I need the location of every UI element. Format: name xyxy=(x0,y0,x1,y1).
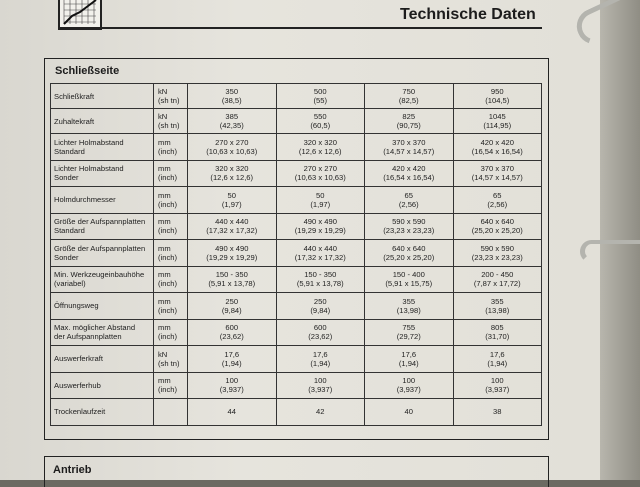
row-unit-line: (sh tn) xyxy=(158,121,180,130)
value-cell-line: 420 x 420 xyxy=(392,164,426,174)
value-cell-line: (10,63 x 10,63) xyxy=(206,146,258,156)
value-cell xyxy=(453,372,542,399)
value-cell-line: (19,29 x 19,29) xyxy=(294,226,346,236)
value-cell xyxy=(188,187,277,214)
value-cell-line: (13,98) xyxy=(485,305,510,315)
value-cell xyxy=(188,160,277,187)
spec-section-frame xyxy=(44,58,549,440)
value-cell-line: 17,6 xyxy=(401,349,417,359)
value-cell xyxy=(365,109,454,134)
value-cell-line: 200 - 450 xyxy=(481,270,514,280)
value-cell-line: 250 xyxy=(225,296,239,306)
value-cell xyxy=(188,346,277,373)
value-cell-line: 370 x 370 xyxy=(392,137,426,147)
value-cell-line: 150 - 350 xyxy=(215,270,248,280)
value-cell-line: (3,937) xyxy=(308,385,333,395)
row-label-line: Sonder xyxy=(54,173,79,183)
value-cell-line: 100 xyxy=(402,376,416,386)
binder-ring xyxy=(580,240,640,263)
value-cell-line: (3,937) xyxy=(219,385,244,395)
value-cell xyxy=(188,240,277,267)
value-cell xyxy=(365,84,454,109)
value-cell-line: 65 xyxy=(404,190,413,200)
value-cell-line: 150 - 350 xyxy=(304,270,337,280)
value-cell-line: (1,97) xyxy=(221,199,242,209)
value-cell xyxy=(188,266,277,293)
value-cell-line: (1,94) xyxy=(487,358,508,368)
row-unit xyxy=(154,187,188,214)
page-header-title: Technische Daten xyxy=(400,6,536,23)
value-cell-line: (82,5) xyxy=(398,96,419,105)
value-cell xyxy=(276,187,365,214)
value-cell-line: 385 xyxy=(225,112,239,121)
value-cell-line: (114,95) xyxy=(483,121,512,130)
value-cell-line: (12,6 x 12,6) xyxy=(298,146,342,156)
value-cell xyxy=(453,84,542,109)
value-cell-line: 250 xyxy=(313,296,327,306)
value-cell xyxy=(453,240,542,267)
value-cell-line: 490 x 490 xyxy=(303,217,337,227)
table-row xyxy=(51,266,542,293)
value-cell xyxy=(453,293,542,320)
value-cell-line: 805 xyxy=(490,323,504,333)
value-cell xyxy=(188,399,277,426)
value-cell xyxy=(276,372,365,399)
table-row xyxy=(51,213,542,240)
value-cell xyxy=(276,109,365,134)
value-cell-line: 825 xyxy=(402,112,416,121)
row-label-line: Holmdurchmesser xyxy=(54,195,116,205)
value-cell xyxy=(188,84,277,109)
row-unit xyxy=(154,346,188,373)
value-cell-line: 500 xyxy=(313,87,327,96)
value-cell xyxy=(276,160,365,187)
row-label-line: Lichter Holmabstand xyxy=(54,137,124,147)
value-cell-line: (25,20 x 25,20) xyxy=(471,226,523,236)
value-cell xyxy=(188,109,277,134)
value-cell xyxy=(365,372,454,399)
table-row xyxy=(51,319,542,346)
value-cell-line: 65 xyxy=(493,190,502,200)
value-cell-line: (38,5) xyxy=(221,96,242,105)
value-cell-line: (14,57 x 14,57) xyxy=(383,146,435,156)
value-cell-line: (17,32 x 17,32) xyxy=(206,226,258,236)
value-cell-line: 17,6 xyxy=(312,349,328,359)
value-cell-line: 550 xyxy=(313,112,327,121)
value-cell-line: 590 x 590 xyxy=(392,217,426,227)
table-row xyxy=(51,293,542,320)
value-cell-line: (1,94) xyxy=(398,358,419,368)
row-label-line: Auswerferkraft xyxy=(54,354,103,364)
row-label-line: (variabel) xyxy=(54,279,86,289)
spec-table xyxy=(50,83,542,426)
value-cell-line: (3,937) xyxy=(485,385,510,395)
value-cell-line: 440 x 440 xyxy=(215,217,249,227)
value-cell-line: (29,72) xyxy=(396,332,421,342)
value-cell xyxy=(188,293,277,320)
value-cell-line: (1,94) xyxy=(221,358,242,368)
value-cell xyxy=(453,134,542,161)
value-cell xyxy=(276,84,365,109)
value-cell-line: (5,91 x 13,78) xyxy=(296,279,344,289)
row-unit-line: (inch) xyxy=(158,199,177,209)
value-cell-line: 50 xyxy=(227,190,236,200)
value-cell-line: 100 xyxy=(313,376,327,386)
value-cell xyxy=(365,187,454,214)
value-cell-line: (19,29 x 19,29) xyxy=(206,252,258,262)
value-cell-line: 50 xyxy=(316,190,325,200)
next-section-frame xyxy=(44,456,549,487)
table-row xyxy=(51,160,542,187)
row-label xyxy=(51,372,154,399)
value-cell-line: 590 x 590 xyxy=(480,243,514,253)
value-cell-line: (23,62) xyxy=(308,332,333,342)
next-section-title: Antrieb xyxy=(53,464,92,476)
row-label-line: Lichter Holmabstand xyxy=(54,164,124,174)
row-unit-line: (inch) xyxy=(158,385,177,395)
value-cell-line: 40 xyxy=(404,407,413,417)
row-unit-line: (inch) xyxy=(158,173,177,183)
value-cell xyxy=(188,213,277,240)
row-unit-line: mm xyxy=(158,164,171,174)
table-row xyxy=(51,346,542,373)
value-cell xyxy=(365,319,454,346)
value-cell-line: 100 xyxy=(225,376,239,386)
value-cell-line: (1,97) xyxy=(310,199,331,209)
row-label xyxy=(51,160,154,187)
value-cell xyxy=(453,399,542,426)
value-cell-line: (12,6 x 12,6) xyxy=(210,173,254,183)
chart-logo-icon xyxy=(58,0,102,30)
value-cell xyxy=(365,134,454,161)
row-unit xyxy=(154,134,188,161)
row-unit-line: kN xyxy=(158,112,168,121)
value-cell-line: 370 x 370 xyxy=(480,164,514,174)
row-label-line: Max. möglicher Abstand xyxy=(54,323,136,333)
value-cell-line: (60,5) xyxy=(310,121,331,130)
row-label xyxy=(51,84,154,109)
value-cell-line: 600 xyxy=(225,323,239,333)
row-label-line: Größe der Aufspannplatten xyxy=(54,217,146,227)
value-cell xyxy=(365,346,454,373)
value-cell-line: (104,5) xyxy=(485,96,510,105)
value-cell xyxy=(453,160,542,187)
row-unit xyxy=(154,213,188,240)
value-cell xyxy=(276,240,365,267)
value-cell-line: (23,23 x 23,23) xyxy=(383,226,435,236)
value-cell-line: (23,62) xyxy=(219,332,244,342)
value-cell xyxy=(188,134,277,161)
value-cell-line: (10,63 x 10,63) xyxy=(294,173,346,183)
value-cell xyxy=(276,293,365,320)
row-label xyxy=(51,266,154,293)
value-cell-line: 355 xyxy=(402,296,416,306)
value-cell xyxy=(365,293,454,320)
value-cell-line: 600 xyxy=(313,323,327,333)
value-cell xyxy=(276,266,365,293)
table-row xyxy=(51,240,542,267)
row-unit-line: mm xyxy=(158,243,171,253)
row-label xyxy=(51,213,154,240)
value-cell-line: 640 x 640 xyxy=(480,217,514,227)
row-unit-line: mm xyxy=(158,376,171,386)
table-row xyxy=(51,187,542,214)
value-cell-line: 355 xyxy=(490,296,504,306)
value-cell-line: 42 xyxy=(316,407,325,417)
value-cell-line: (1,94) xyxy=(310,358,331,368)
row-unit xyxy=(154,372,188,399)
value-cell-line: (5,91 x 13,78) xyxy=(208,279,256,289)
value-cell xyxy=(276,213,365,240)
value-cell-line: (31,70) xyxy=(485,332,510,342)
value-cell xyxy=(276,134,365,161)
row-unit xyxy=(154,319,188,346)
value-cell xyxy=(453,266,542,293)
value-cell-line: 100 xyxy=(490,376,504,386)
row-unit-line: mm xyxy=(158,296,171,306)
row-label-line: Sonder xyxy=(54,252,79,262)
row-unit xyxy=(154,399,188,426)
row-unit-line: (inch) xyxy=(158,332,177,342)
value-cell-line: (90,75) xyxy=(396,121,421,130)
value-cell-line: (13,98) xyxy=(396,305,421,315)
value-cell xyxy=(365,266,454,293)
value-cell-line: 420 x 420 xyxy=(480,137,514,147)
value-cell-line: (16,54 x 16,54) xyxy=(383,173,435,183)
row-unit-line: (sh tn) xyxy=(158,96,180,105)
value-cell-line: 150 - 400 xyxy=(392,270,425,280)
row-unit-line: (inch) xyxy=(158,226,177,236)
section-title: Schließseite xyxy=(55,65,120,77)
value-cell xyxy=(276,346,365,373)
value-cell-line: (25,20 x 25,20) xyxy=(383,252,435,262)
row-label xyxy=(51,134,154,161)
value-cell xyxy=(276,319,365,346)
row-unit-line: (inch) xyxy=(158,252,177,262)
value-cell xyxy=(188,319,277,346)
value-cell-line: (23,23 x 23,23) xyxy=(471,252,523,262)
value-cell-line: (9,84) xyxy=(310,305,331,315)
row-label xyxy=(51,399,154,426)
value-cell xyxy=(276,399,365,426)
value-cell-line: 38 xyxy=(493,407,502,417)
row-unit-line: (inch) xyxy=(158,279,177,289)
row-label-line: Standard xyxy=(54,226,85,236)
value-cell xyxy=(453,109,542,134)
row-label-line: der Aufspannplatten xyxy=(54,332,122,342)
row-unit-line: (sh tn) xyxy=(158,358,180,368)
table-row xyxy=(51,84,542,109)
row-label-line: Schließkraft xyxy=(54,91,95,101)
row-unit-line: kN xyxy=(158,349,168,359)
row-unit xyxy=(154,160,188,187)
value-cell-line: 640 x 640 xyxy=(392,243,426,253)
value-cell xyxy=(365,240,454,267)
value-cell xyxy=(453,213,542,240)
value-cell-line: (2,56) xyxy=(487,199,508,209)
row-label-line: Auswerferhub xyxy=(54,380,101,390)
header-rule xyxy=(58,27,542,29)
row-unit xyxy=(154,84,188,109)
row-label-line: Zuhaltekraft xyxy=(54,116,95,126)
row-label-line: Min. Werkzeugeinbauhöhe xyxy=(54,270,145,280)
row-label xyxy=(51,187,154,214)
row-unit-line: (inch) xyxy=(158,146,177,156)
value-cell-line: 270 x 270 xyxy=(215,137,249,147)
row-label xyxy=(51,346,154,373)
value-cell-line: 750 xyxy=(402,87,416,96)
value-cell-line: 755 xyxy=(402,323,416,333)
value-cell-line: 350 xyxy=(225,87,239,96)
row-label xyxy=(51,240,154,267)
value-cell-line: (5,91 x 15,75) xyxy=(385,279,433,289)
row-unit-line: mm xyxy=(158,270,171,280)
row-label xyxy=(51,293,154,320)
row-label-line: Größe der Aufspannplatten xyxy=(54,243,146,253)
value-cell-line: (17,32 x 17,32) xyxy=(294,252,346,262)
value-cell-line: 320 x 320 xyxy=(215,164,249,174)
value-cell-line: 1045 xyxy=(488,112,506,121)
row-unit xyxy=(154,293,188,320)
row-label-line: Standard xyxy=(54,146,85,156)
row-unit-line: mm xyxy=(158,137,171,147)
row-unit xyxy=(154,240,188,267)
value-cell-line: 17,6 xyxy=(489,349,505,359)
value-cell-line: (55) xyxy=(313,96,327,105)
value-cell xyxy=(453,346,542,373)
table-row xyxy=(51,372,542,399)
row-unit-line: kN xyxy=(158,87,168,96)
row-unit xyxy=(154,109,188,134)
value-cell-line: (3,937) xyxy=(396,385,421,395)
value-cell-line: 950 xyxy=(490,87,504,96)
table-row xyxy=(51,399,542,426)
row-unit-line: mm xyxy=(158,190,171,200)
row-label xyxy=(51,109,154,134)
value-cell-line: 490 x 490 xyxy=(215,243,249,253)
value-cell xyxy=(365,160,454,187)
value-cell-line: (2,56) xyxy=(398,199,419,209)
table-row xyxy=(51,109,542,134)
value-cell-line: (14,57 x 14,57) xyxy=(471,173,523,183)
value-cell-line: (16,54 x 16,54) xyxy=(471,146,523,156)
value-cell xyxy=(188,372,277,399)
table-row xyxy=(51,134,542,161)
row-unit xyxy=(154,266,188,293)
row-unit-line: (inch) xyxy=(158,305,177,315)
value-cell-line: 44 xyxy=(227,407,236,417)
value-cell xyxy=(453,319,542,346)
row-unit-line: mm xyxy=(158,323,171,333)
value-cell xyxy=(453,187,542,214)
row-unit-line: mm xyxy=(158,217,171,227)
value-cell-line: (9,84) xyxy=(221,305,242,315)
value-cell-line: 17,6 xyxy=(224,349,240,359)
value-cell-line: (7,87 x 17,72) xyxy=(473,279,521,289)
value-cell-line: (42,35) xyxy=(219,121,244,130)
value-cell-line: 270 x 270 xyxy=(303,164,337,174)
value-cell-line: 440 x 440 xyxy=(303,243,337,253)
row-label xyxy=(51,319,154,346)
row-label-line: Trockenlaufzeit xyxy=(54,407,106,417)
value-cell-line: 320 x 320 xyxy=(303,137,337,147)
value-cell xyxy=(365,399,454,426)
value-cell xyxy=(365,213,454,240)
row-label-line: Öffnungsweg xyxy=(54,301,99,311)
